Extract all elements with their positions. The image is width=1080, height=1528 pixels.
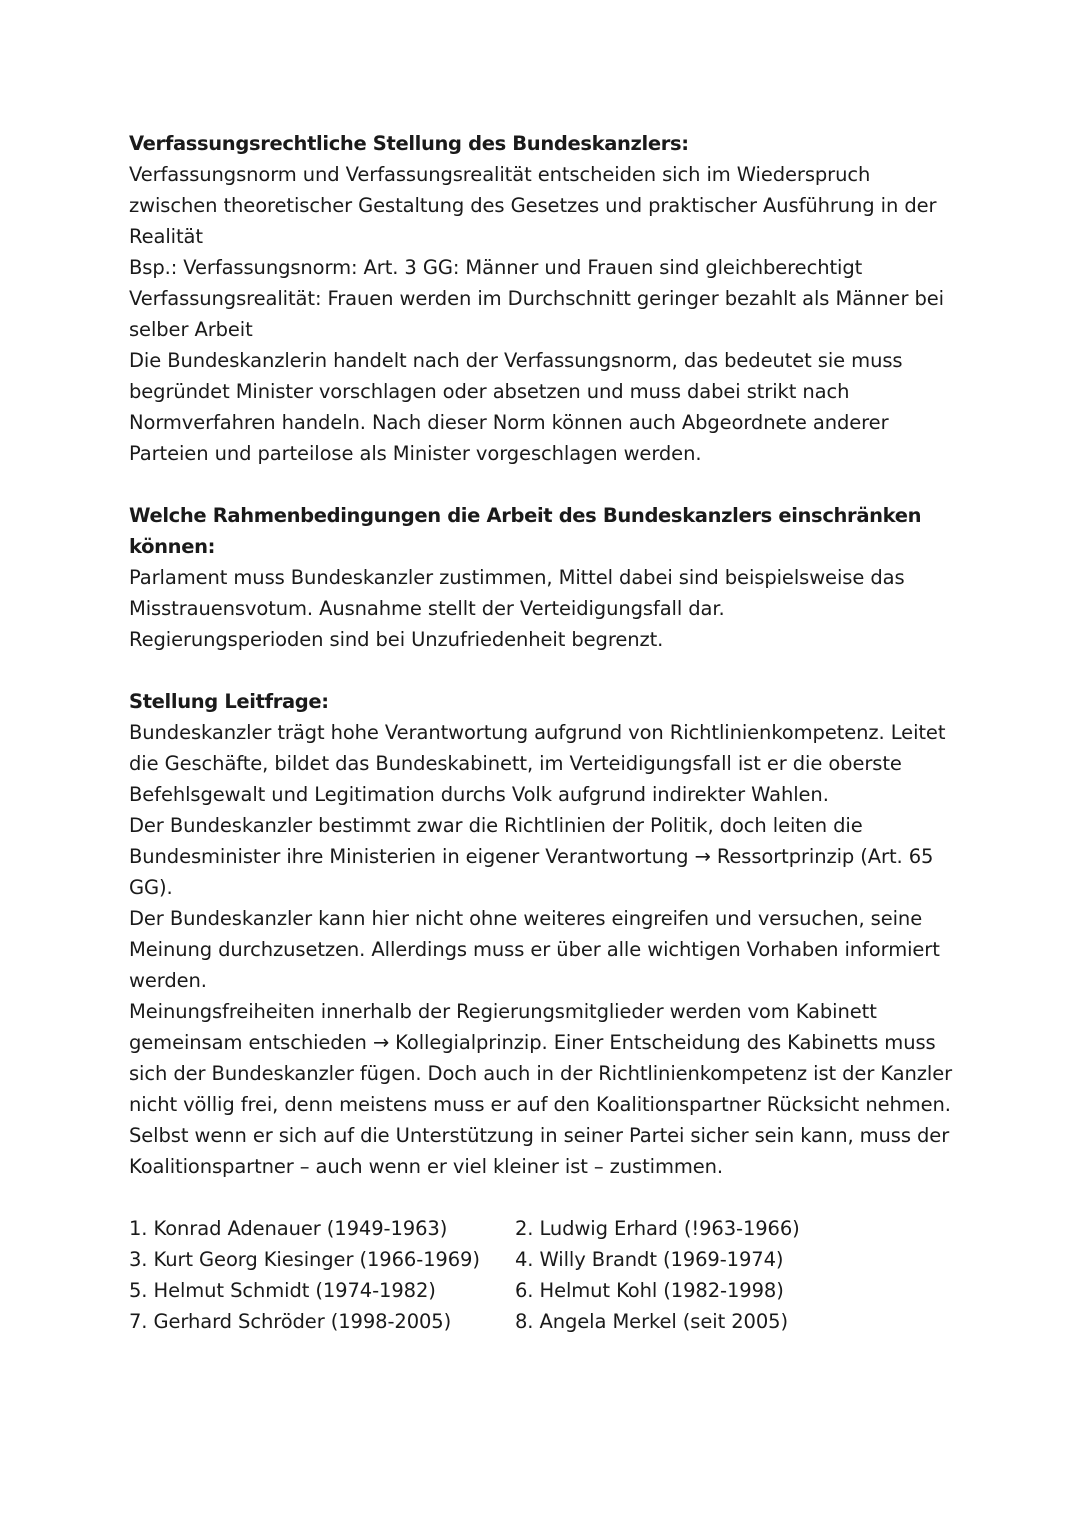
document-page [129, 128, 959, 1337]
paragraph: Verfassungsnorm und Verfassungsrealität entscheiden sich im Wiederspruch zwischen theoretischer Gestaltung des Gesetzes und praktischer Ausführung in der Realität [129, 163, 943, 248]
chancellor-item: 6. Helmut Kohl (1982-1998) [515, 1279, 784, 1302]
paragraph: Der Bundeskanzler bestimmt zwar die Richtlinien der Politik, doch leiten die Bundesminister ihre Ministerien in eigener Verantwortung → Ressortprinzip (Art. 65 GG). [129, 814, 940, 899]
section-constitutional-position [129, 128, 959, 469]
paragraph: Bsp.: Verfassungsnorm: Art. 3 GG: Männer und Frauen sind gleichberechtigt [129, 256, 863, 279]
chancellor-item: 2. Ludwig Erhard (!963-1966) [515, 1217, 800, 1240]
section-heading: Welche Rahmenbedingungen die Arbeit des Bundeskanzlers einschränken können: [129, 504, 922, 558]
paragraph: Die Bundeskanzlerin handelt nach der Verfassungsnorm, das bedeutet sie muss begründet Minister vorschlagen oder absetzen und muss dabei strikt nach Normverfahren handeln. Nach dieser Norm können auch Abgeordnete anderer Parteien und parteilose als Minister vorgeschlagen werden. [129, 349, 909, 465]
chancellor-item: 4. Willy Brandt (1969-1974) [515, 1248, 784, 1271]
section-key-question [129, 686, 959, 1182]
chancellor-item: 8. Angela Merkel (seit 2005) [515, 1310, 788, 1333]
paragraph: Der Bundeskanzler kann hier nicht ohne weiteres eingreifen und versuchen, seine Meinung durchzusetzen. Allerdings muss er über alle wichtigen Vorhaben informiert werden. [129, 907, 946, 992]
section-heading: Stellung Leitfrage: [129, 690, 329, 713]
paragraph: Meinungsfreiheiten innerhalb der Regierungsmitglieder werden vom Kabinett gemeinsam entschieden → Kollegialprinzip. Einer Entscheidung des Kabinetts muss sich der Bundeskanzler fügen. Doch auch in der Richtlinienkompetenz ist der Kanzler nicht völlig frei, denn meistens muss er auf den Koalitionspartner Rücksicht nehmen. Selbst wenn er sich auf die Unterstützung in seiner Partei sicher sein kann, muss der Koalitionspartner – auch wenn er viel kleiner ist – zustimmen. [129, 1000, 959, 1178]
paragraph: Verfassungsrealität: Frauen werden im Durchschnitt geringer bezahlt als Männer bei selber Arbeit [129, 287, 951, 341]
paragraph: Regierungsperioden sind bei Unzufriedenheit begrenzt. [129, 628, 664, 651]
section-heading: Verfassungsrechtliche Stellung des Bundeskanzlers: [129, 132, 689, 155]
section-framework-conditions [129, 500, 959, 655]
chancellor-item: 1. Konrad Adenauer (1949-1963) [129, 1217, 448, 1240]
paragraph: Parlament muss Bundeskanzler zustimmen, Mittel dabei sind beispielsweise das Misstrauensvotum. Ausnahme stellt der Verteidigungsfall dar. [129, 566, 911, 620]
chancellor-item: 3. Kurt Georg Kiesinger (1966-1969) [129, 1248, 480, 1271]
chancellor-list [129, 1213, 959, 1337]
chancellor-item: 7. Gerhard Schröder (1998-2005) [129, 1310, 452, 1333]
chancellor-item: 5. Helmut Schmidt (1974-1982) [129, 1279, 436, 1302]
paragraph: Bundeskanzler trägt hohe Verantwortung aufgrund von Richtlinienkompetenz. Leitet die Geschäfte, bildet das Bundeskabinett, im Verteidigungsfall ist er die oberste Befehlsgewalt und Legitimation durchs Volk aufgrund indirekter Wahlen. [129, 721, 952, 806]
